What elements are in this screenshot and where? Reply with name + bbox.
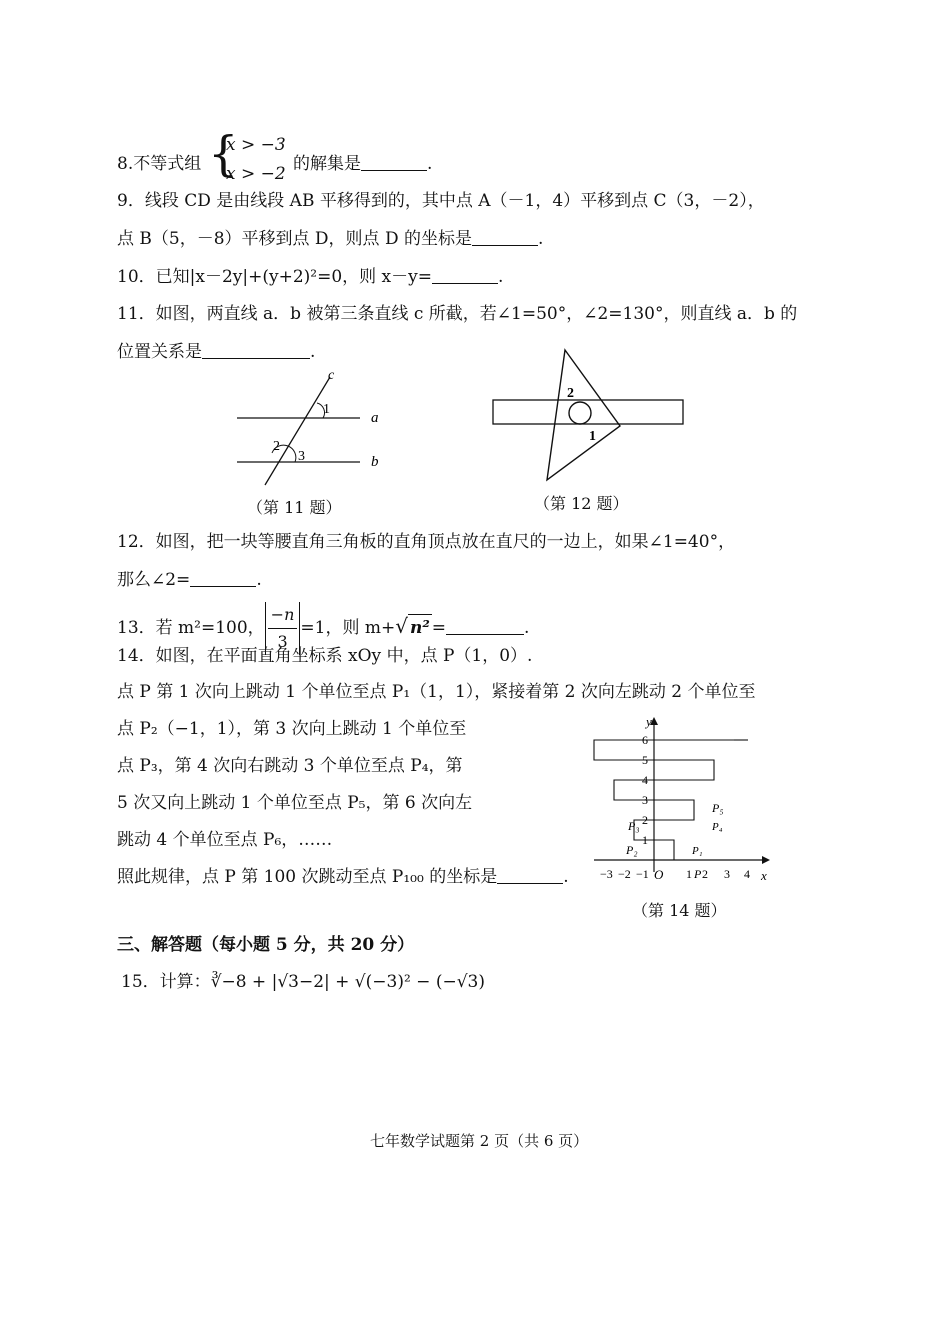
label-c: c [328,368,335,383]
label-angle-3: 3 [298,449,305,464]
y-tick-1: 1 [642,833,648,847]
point-p: P [694,867,702,881]
point-p5: P₅ [712,801,724,815]
origin-label: O [654,867,664,882]
q12-line2-wrap: 那么∠2= . [117,570,262,590]
q14-line2: 点 P 第 1 次向上跳动 1 个单位至点 P₁（1，1），紧接着第 2 次向左跳动 2 个单位至 [117,682,756,702]
label-angle-1: 1 [323,402,330,417]
q8-ineq1: x > −3 [226,135,286,155]
label-a: a [371,410,379,426]
q9-line1: 9．线段 CD 是由线段 AB 平移得到的，其中点 A（－1，4）平移到点 C（3，－2）， [117,191,765,211]
q13-radicand: n² [408,614,432,641]
q11-line2-wrap: 位置关系是 . [117,342,316,362]
point-p3: P₃ [628,819,640,833]
q14-line1: 14．如图，在平面直角坐标系 xOy 中，点 P（1，0）. [117,646,533,666]
y-tick-5: 5 [642,753,648,767]
x-axis-label: x [761,868,767,883]
system-brace: { [208,126,239,182]
q9-answer-blank[interactable] [472,229,538,246]
q12-answer-blank[interactable] [190,570,256,587]
q15-prefix: 15．计算： [121,972,211,992]
x-tick-1: 1 [686,867,692,881]
q14-line7-wrap: 照此规律，点 P 第 100 次跳动至点 P₁₀₀ 的坐标是 . [117,867,569,887]
q8-answer-blank[interactable] [361,154,427,171]
q14-line5: 5 次又向上跳动 1 个单位至点 P₅，第 6 次向左 [117,793,473,813]
q8-prefix: 8.不等式组 [117,154,202,174]
q14-line3: 点 P₂（−1，1），第 3 次向上跳动 1 个单位至 [117,719,467,739]
q13-suffix: = [431,618,447,638]
point-p1: P₁ [692,845,703,857]
label-angle-2: 2 [567,386,574,401]
q15-expression: ∛−8 + |√3−2| + √(−3)² − (−√3) [210,972,485,992]
q13-prefix: 13．若 m²=100， [117,618,265,638]
x-axis-arrow [762,856,770,864]
fig14-caption: （第 14 题） [632,901,727,920]
q11-answer-blank[interactable] [202,342,310,359]
figure-11 [225,365,405,500]
y-tick-3: 3 [642,793,648,807]
sqrt-sign: √ [395,614,408,638]
q10-answer-blank[interactable] [432,267,498,284]
line-c [265,377,330,485]
q13-frac-den: 3 [277,632,288,651]
q8-suffix-line: 的解集是 . [293,154,433,174]
figure-14 [588,712,778,884]
x-tick-2: 2 [702,867,708,881]
right-angle-vertex-circle [569,402,591,424]
label-angle-1: 1 [589,429,596,444]
q10-wrap: 10．已知|x－2y|+(y+2)²=0，则 x－y= . [117,267,504,287]
x-tick-4: 4 [744,867,750,881]
q13-eq: =1，则 m+ [300,618,396,638]
figure-12 [485,343,690,493]
q14-line4: 点 P₃，第 4 次向右跳动 3 个单位至点 P₄，第 [117,756,463,776]
y-tick-4: 4 [642,773,648,787]
y-tick-6: 6 [642,733,648,747]
x-tick-neg1: −1 [636,867,649,881]
q9-line2: 点 B（5，－8）平移到点 D，则点 D 的坐标是 [117,229,472,249]
q12-line1: 12．如图，把一块等腰直角三角板的直角顶点放在直尺的一边上，如果∠1=40°， [117,532,736,552]
point-p2: P₂ [626,843,638,857]
q13-wrap: 13．若 m²=100， $\frac{-n}{3}$ =1，则 m+√ n² = . [117,602,529,655]
page-footer: 七年数学试题第 2 页（共 6 页） [370,1132,589,1150]
q14-line7: 照此规律，点 P 第 100 次跳动至点 P₁₀₀ 的坐标是 [117,867,498,887]
x-tick-3: 3 [724,867,730,881]
triangle-plate [547,350,620,480]
x-tick-neg3: −3 [600,867,613,881]
q14-line6: 跳动 4 个单位至点 P₆，…… [117,830,333,850]
point-p4: P₄ [712,821,723,833]
fig12-caption: （第 12 题） [534,494,629,513]
jump-path [594,740,734,860]
y-tick-2: 2 [642,813,648,827]
q9-line2-wrap: 点 B（5，－8）平移到点 D，则点 D 的坐标是 . [117,229,544,249]
q13-frac-num: −n [268,602,298,629]
y-axis-label: y [646,714,652,729]
q13-answer-blank[interactable] [446,618,524,635]
q11-line2: 位置关系是 [117,342,202,362]
section-3-title: 三、解答题（每小题 5 分，共 20 分） [117,935,415,955]
label-b: b [371,454,379,470]
q12-line2: 那么∠2= [117,570,191,590]
q8-ineq2: x > −2 [226,164,286,184]
fig11-caption: （第 11 题） [247,498,342,517]
label-angle-2: 2 [273,439,280,454]
q11-line1: 11．如图，两直线 a．b 被第三条直线 c 所截，若∠1=50°，∠2=130°，则直线 a．b 的 [117,304,798,324]
x-tick-neg2: −2 [618,867,631,881]
q14-answer-blank[interactable] [497,867,563,884]
q15-wrap [121,971,485,993]
q8-suffix: 的解集是 [293,154,361,174]
q10-text: 10．已知|x－2y|+(y+2)²=0，则 x－y= [117,267,432,287]
